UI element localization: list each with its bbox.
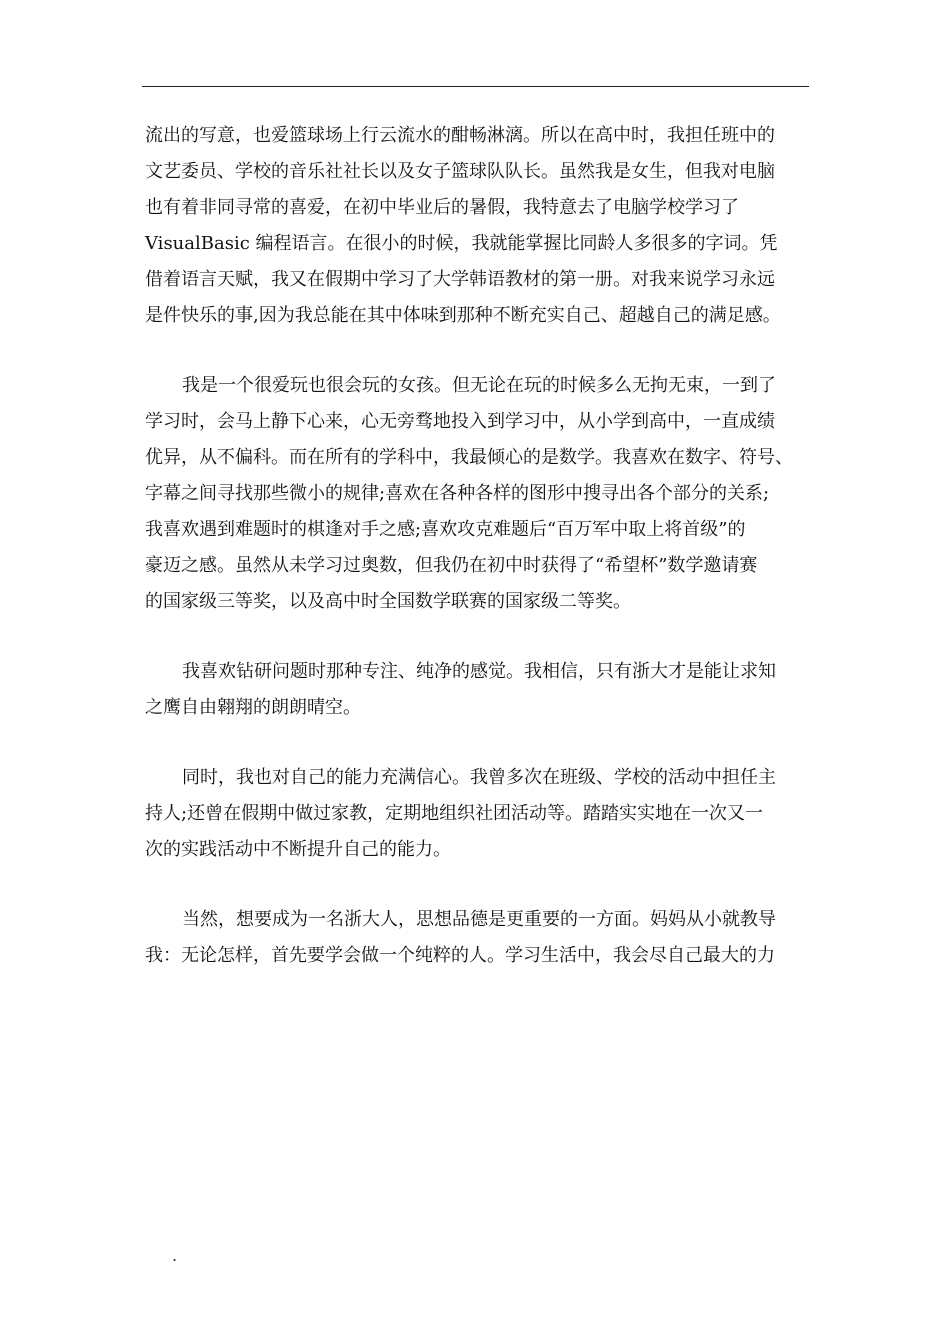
paragraph-4 (145, 760, 815, 868)
text-line: 豪迈之感。虽然从未学习过奥数，但我仍在初中时获得了“希望杯”数学邀请赛 (145, 555, 758, 576)
text-line: 持人;还曾在假期中做过家教，定期地组织社团活动等。踏踏实实地在一次又一 (145, 803, 764, 824)
paragraph-gap (145, 620, 815, 654)
text-line: 是件快乐的事,因为我总能在其中体味到那种不断充实自己、超越自己的满足感。 (145, 305, 781, 326)
text-line: 文艺委员、学校的音乐社社长以及女子篮球队队长。虽然我是女生，但我对电脑 (145, 161, 775, 182)
text-line: 当然，想要成为一名浙大人，思想品德是更重要的一方面。妈妈从小就教导 (182, 909, 776, 930)
paragraph-2 (145, 368, 815, 620)
footer-mark: . (172, 1246, 178, 1265)
text-line: 的国家级三等奖，以及高中时全国数学联赛的国家级二等奖。 (145, 591, 631, 612)
text-line: 优异，从不偏科。而在所有的学科中，我最倾心的是数学。我喜欢在数字、符号、 (145, 447, 793, 468)
text-line: 我是一个很爱玩也很会玩的女孩。但无论在玩的时候多么无拘无束，一到了 (182, 375, 776, 396)
text-line: 我喜欢遇到难题时的棋逢对手之感;喜欢攻克难题后“百万军中取上将首级”的 (145, 519, 746, 540)
paragraph-gap (145, 726, 815, 760)
paragraph-1 (145, 118, 815, 334)
paragraph-gap (145, 868, 815, 902)
text-line: 流出的写意，也爱篮球场上行云流水的酣畅淋漓。所以在高中时，我担任班中的 (145, 125, 775, 146)
text-line: 我：无论怎样，首先要学会做一个纯粹的人。学习生活中，我会尽自己最大的力 (145, 945, 775, 966)
document-body (145, 118, 815, 974)
text-line: 同时，我也对自己的能力充满信心。我曾多次在班级、学校的活动中担任主 (182, 767, 776, 788)
paragraph-3 (145, 654, 815, 726)
paragraph-gap (145, 334, 815, 368)
paragraph-5 (145, 902, 815, 974)
text-line: VisualBasic 编程语言。在很小的时候，我就能掌握比同龄人多很多的字词。凭 (145, 233, 778, 254)
text-line: 也有着非同寻常的喜爱，在初中毕业后的暑假，我特意去了电脑学校学习了 (145, 197, 739, 218)
text-line: 次的实践活动中不断提升自己的能力。 (145, 839, 451, 860)
text-line: 我喜欢钻研问题时那种专注、纯净的感觉。我相信，只有浙大才是能让求知 (182, 661, 776, 682)
header-rule (142, 86, 809, 87)
text-line: 之鹰自由翱翔的朗朗晴空。 (145, 697, 361, 718)
text-line: 字幕之间寻找那些微小的规律;喜欢在各种各样的图形中搜寻出各个部分的关系; (145, 483, 770, 504)
text-line: 学习时，会马上静下心来，心无旁骛地投入到学习中，从小学到高中，一直成绩 (145, 411, 775, 432)
text-line: 借着语言天赋，我又在假期中学习了大学韩语教材的第一册。对我来说学习永远 (145, 269, 775, 290)
